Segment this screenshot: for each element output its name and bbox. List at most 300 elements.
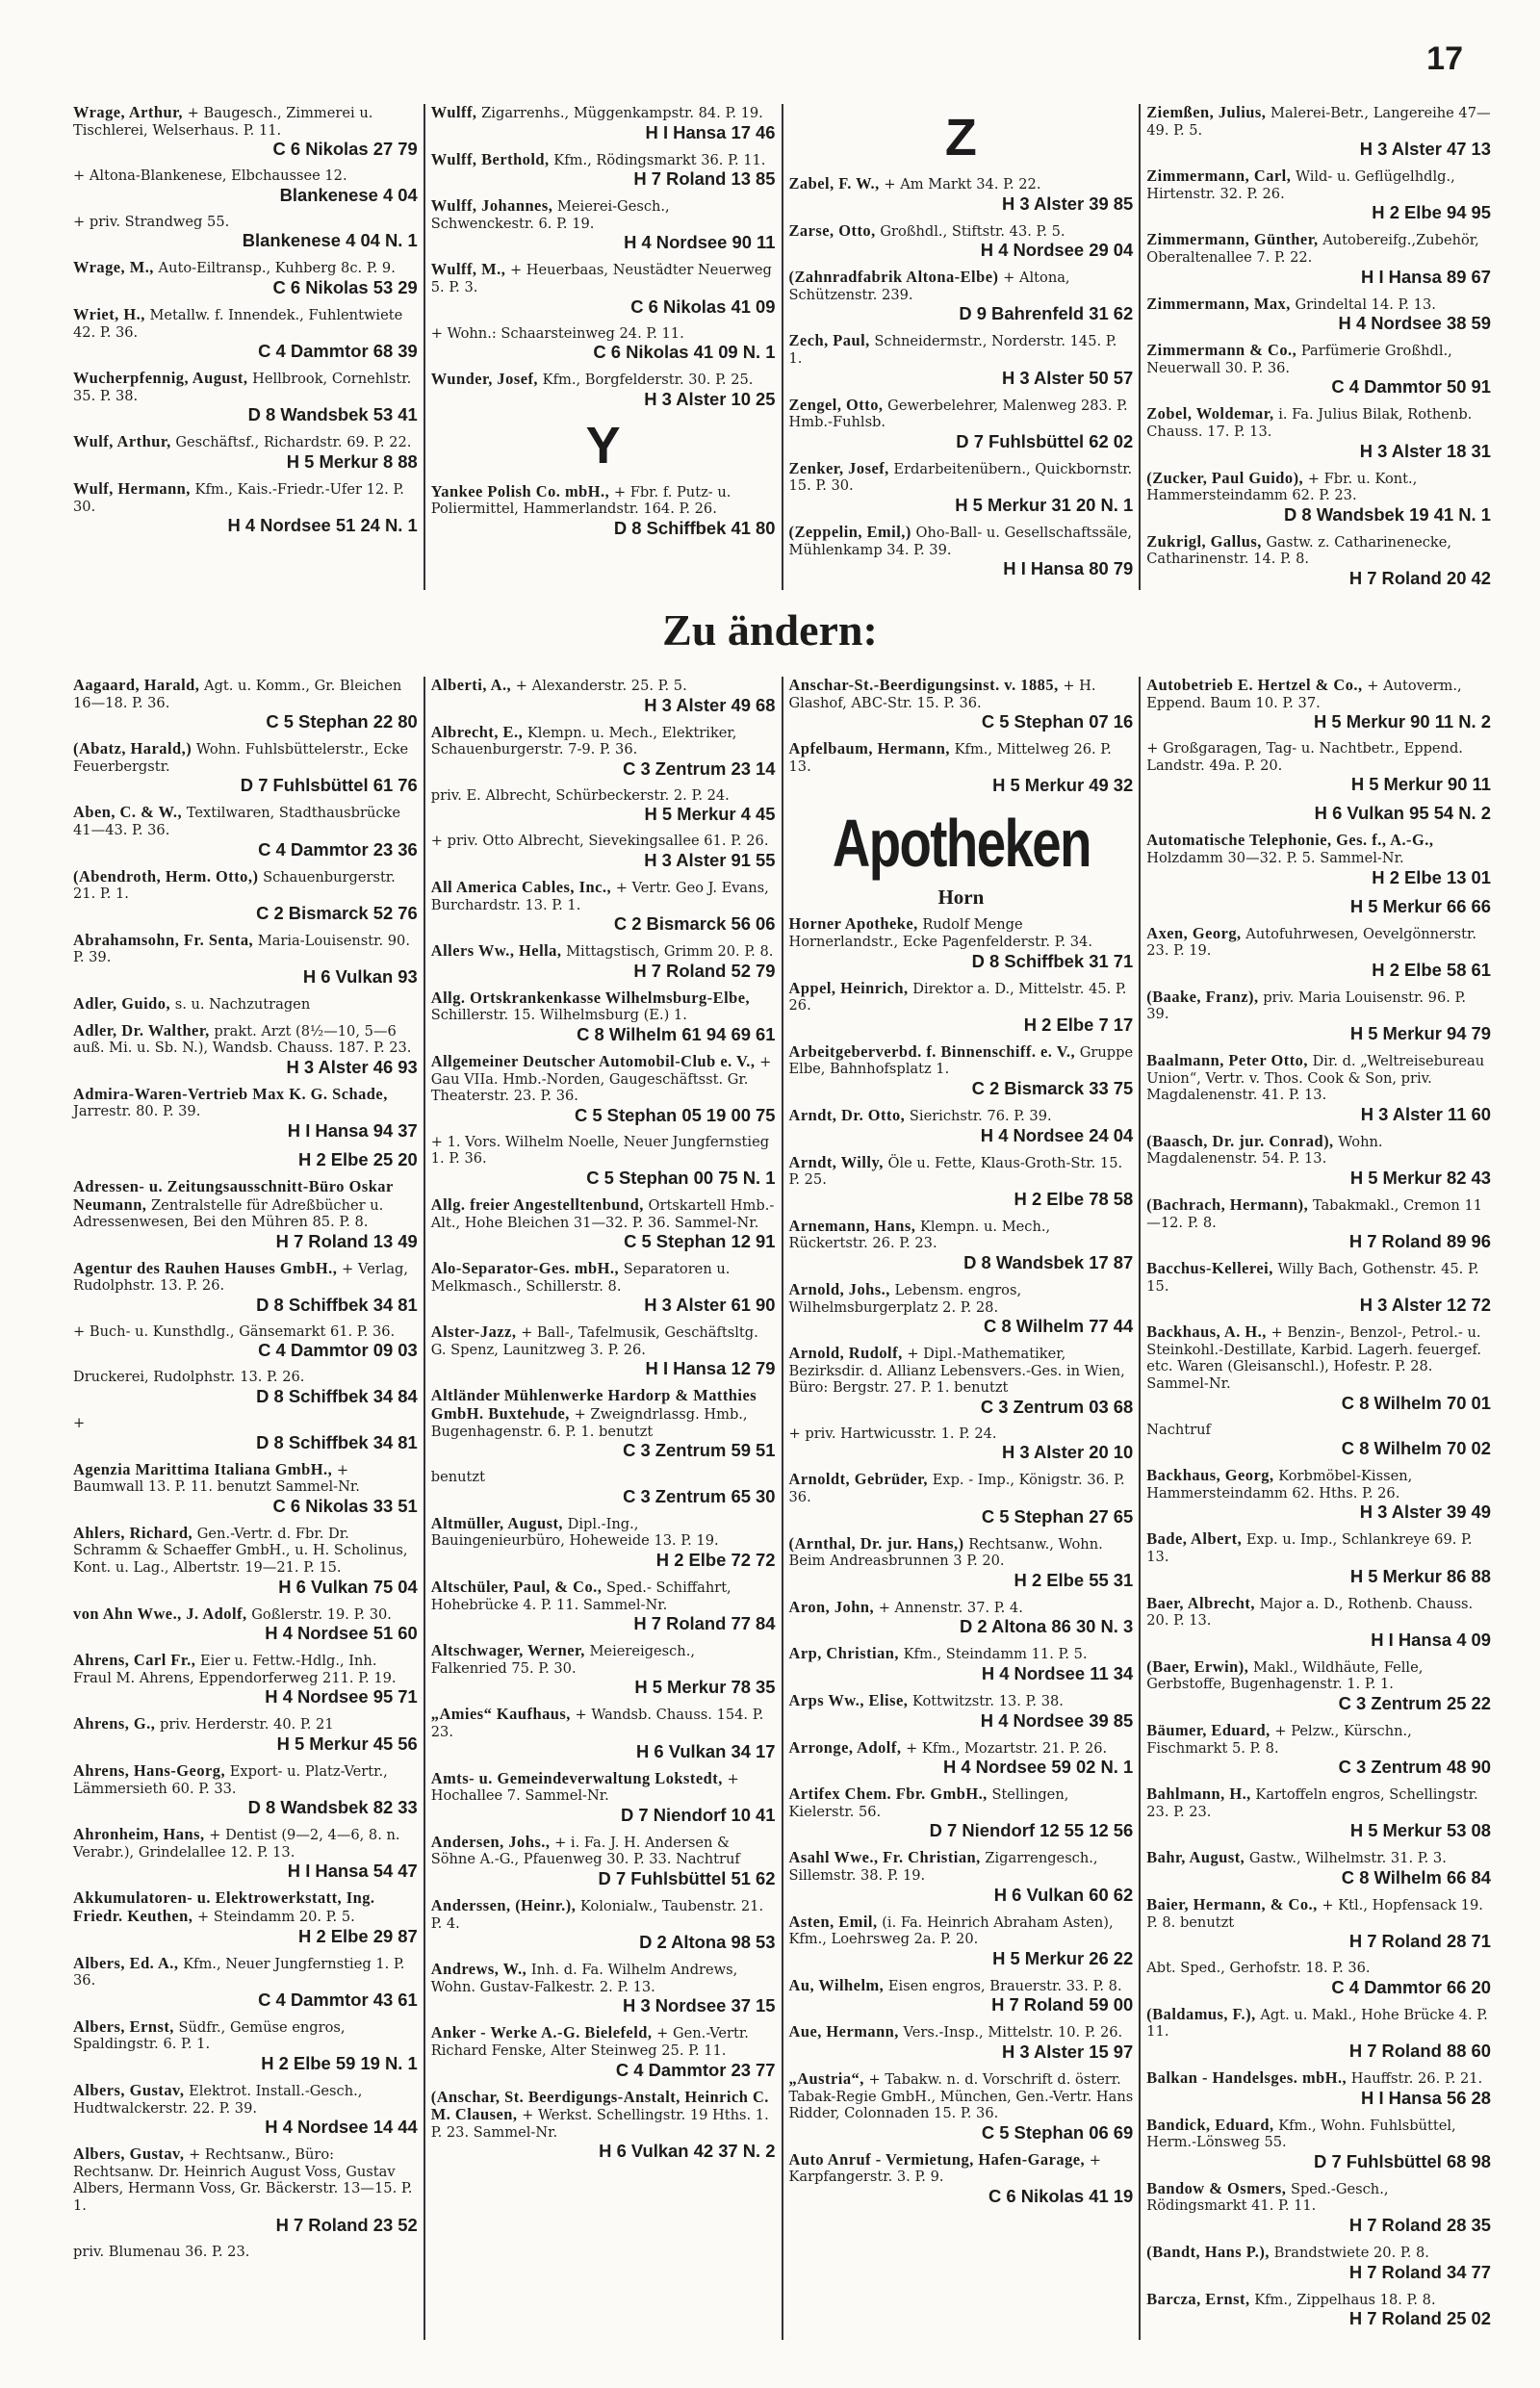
entry-phone: C 8 Wilhelm 70 01 <box>1341 1392 1491 1413</box>
directory-entry <box>789 1977 1134 2016</box>
entry-name: Zengel, Otto, <box>788 395 884 414</box>
directory-entry <box>1146 2291 1491 2329</box>
entry-name: Wulff, M., <box>430 260 506 279</box>
entry-details: + Altona-Blankenese, Elbchaussee 12. <box>73 167 347 185</box>
entry-details: + priv. Hartwicusstr. 1. P. 24. <box>788 1425 997 1442</box>
entry-name: Allg. Ortskrankenkasse Wilhelmsburg-Elbe, <box>430 988 751 1007</box>
entry-phone: H 5 Merkur 90 11 N. 2 <box>1313 711 1491 732</box>
entry-phone: H I Hansa 4 09 <box>1371 1629 1491 1650</box>
directory-entry <box>73 1178 418 1251</box>
entry-phone: D 2 Altona 98 53 <box>639 1932 776 1953</box>
directory-entry <box>1146 167 1491 222</box>
directory-entry <box>73 214 418 251</box>
entry-name: Arnoldt, Gebrüder, <box>788 1470 929 1489</box>
directory-entry <box>789 2023 1134 2062</box>
directory-entry <box>431 1196 776 1251</box>
directory-entry <box>431 1770 776 1825</box>
entry-phone: H 7 Roland 13 85 <box>633 168 776 190</box>
entry-details: Malerei-Betr., Langereihe 47—49. P. 5. <box>1146 105 1491 139</box>
directory-entry <box>73 932 418 987</box>
entry-name: Aagaard, Harald, <box>73 677 200 694</box>
entry-phone: C 5 Stephan 12 91 <box>624 1231 776 1252</box>
entry-details: Klempn. u. Mech., Rückertstr. 26. P. 23. <box>788 1218 1051 1252</box>
entry-details: + Rechtsanw., Büro: Rechtsanw. Dr. Heinrich August Voss, Gustav Albers, Hermann Voss, Gr. Bäckerstr. 13—15. P. 1. <box>73 2146 413 2214</box>
entry-phone: H 2 Elbe 55 31 <box>1014 1569 1134 1590</box>
entry-name: Baalmann, Peter Otto, <box>1146 1050 1308 1069</box>
entry-phone: H 4 Nordsee 90 11 <box>624 232 776 253</box>
entry-name: Bahr, August, <box>1146 1848 1245 1867</box>
directory-entry <box>73 259 418 297</box>
entry-phone: H 7 Roland 34 77 <box>1348 2261 1491 2282</box>
entry-details: Hauffstr. 26. P. 21. <box>1350 2069 1483 2087</box>
directory-entry <box>73 433 418 472</box>
directory-entry <box>789 1218 1134 1272</box>
entry-name: Zobel, Woldemar, <box>1146 404 1274 424</box>
entry-details: priv. Maria Louisenstr. 96. P. 39. <box>1146 989 1467 1023</box>
entry-details: + Steindamm 20. P. 5. <box>197 1908 355 1925</box>
entry-name: Albers, Ernst, <box>73 2016 174 2036</box>
entry-phone: H 3 Alster 20 10 <box>1001 1442 1134 1463</box>
entry-phone: D 7 Fuhlsbüttel 51 62 <box>598 1867 776 1888</box>
directory-entry <box>1146 832 1491 886</box>
entry-phone: C 5 Stephan 00 75 N. 1 <box>586 1167 776 1188</box>
entry-name: Wulff, Berthold, <box>430 149 550 168</box>
entry-name: (Bandt, Hans P.), <box>1146 2242 1270 2261</box>
entry-phone: D 2 Altona 86 30 N. 3 <box>960 1616 1134 1637</box>
entry-phone: H 2 Elbe 29 87 <box>298 1925 418 1946</box>
directory-entry <box>431 371 776 409</box>
directory-entry <box>73 167 418 205</box>
entry-details: + Hochallee 7. Sammel-Nr. <box>430 1770 739 1805</box>
directory-entry <box>1146 1658 1491 1713</box>
entry-phone: D 7 Fuhlsbüttel 62 02 <box>956 430 1134 451</box>
directory-entry <box>1146 1530 1491 1585</box>
apotheken-subtitle: Horn <box>937 886 985 910</box>
directory-entry <box>1146 533 1491 588</box>
entry-details: + Fbr. u. Kont., Hammersteindamm 62. P. 23. <box>1146 470 1418 504</box>
entry-details: Holzdamm 30—32. P. 5. Sammel-Nr. <box>1146 849 1404 866</box>
entry-details: prakt. Arzt (8½—10, 5—6 auß. Mi. u. Sb. N.), Wandsb. Chauss. 187. P. 23. <box>73 1022 412 1057</box>
entry-details: Abt. Sped., Gerhofstr. 18. P. 36. <box>1146 1960 1371 1977</box>
entry-details: benutzt <box>430 1469 485 1486</box>
entry-name: Wucherpfennig, August, <box>73 369 248 388</box>
entry-name: Wulf, Hermann, <box>73 478 191 498</box>
entry-details: Geschäftsf., Richardstr. 69. P. 22. <box>175 434 412 451</box>
entry-details: + Gau VIIa. Hmb.-Norden, Gaugeschäftsst. Gr. Theaterstr. 23. P. 36. <box>430 1053 772 1105</box>
entry-phone: H 5 Merkur 49 32 <box>992 775 1134 796</box>
entry-details: Kolonialw., Taubenstr. 21. P. 4. <box>430 1897 764 1932</box>
apotheken-title: Apotheken <box>832 806 1091 882</box>
column <box>425 677 783 2340</box>
entry-phone: D 8 Wandsbek 53 41 <box>247 404 418 425</box>
entry-name: Albers, Gustav, <box>73 2080 185 2099</box>
entry-name: (Bachrach, Hermann), <box>1146 1194 1309 1214</box>
entry-phone: H 7 Roland 25 02 <box>1348 2308 1491 2329</box>
column <box>783 677 1142 2340</box>
entry-details: Kartoffeln engros, Schellingstr. 23. P. 23. <box>1146 1786 1478 1820</box>
entry-details: Schneidermstr., Norderstr. 145. P. 1. <box>788 333 1117 367</box>
entry-phone: H I Hansa 80 79 <box>1003 558 1134 579</box>
directory-entry <box>73 740 418 795</box>
directory-entry <box>1146 104 1491 159</box>
entry-phone: H 7 Roland 59 00 <box>991 1994 1134 2016</box>
entry-name: Backhaus, A. H., <box>1146 1322 1267 1342</box>
entry-phone: H 4 Nordsee 51 60 <box>265 1623 418 1644</box>
entry-details: Makl., Wildhäute, Felle, Gerbstoffe, Bugenhagenstr. 1. P. 1. <box>1146 1658 1424 1693</box>
entry-phone: H 4 Nordsee 29 04 <box>980 240 1134 261</box>
entry-phone: C 2 Bismarck 52 76 <box>256 902 418 923</box>
directory-entry <box>431 151 776 190</box>
directory-entry <box>431 261 776 316</box>
entry-details: + Tabakw. n. d. Vorschrift d. österr. Tabak-Regie GmbH., München, Gen.-Vertr. Hans Ridder, Colonnaden 15. P. 36. <box>788 2070 1134 2122</box>
entry-name: Baer, Albrecht, <box>1146 1593 1255 1612</box>
entry-phone: C 5 Stephan 06 69 <box>981 2121 1134 2143</box>
entry-name: Au, Wilhelm, <box>788 1975 885 1994</box>
entry-phone: D 8 Schiffbek 34 81 <box>256 1431 418 1452</box>
entry-name: Allg. freier Angestelltenbund, <box>430 1194 644 1214</box>
entry-phone: H 5 Merkur 31 20 N. 1 <box>955 494 1134 515</box>
entry-phone: D 7 Fuhlsbüttel 61 76 <box>240 775 418 796</box>
entry-name: Arps Ww., Elise, <box>788 1691 909 1710</box>
entry-name: Appel, Heinrich, <box>788 978 909 997</box>
entry-details: Jarrestr. 80. P. 39. <box>73 1103 201 1120</box>
entry-details: s. u. Nachzutragen <box>174 995 311 1013</box>
entry-name: (Zucker, Paul Guido), <box>1146 468 1304 487</box>
directory-entry <box>431 1053 776 1125</box>
entry-name: Anderssen, (Heinr.), <box>430 1895 577 1914</box>
entry-details: Brandstwiete 20. P. 8. <box>1273 2244 1429 2261</box>
entry-name: Aron, John, <box>788 1597 875 1616</box>
entry-name: Adler, Guido, <box>73 993 171 1013</box>
entry-name: Zimmermann, Günther, <box>1146 230 1319 249</box>
directory-entry <box>431 1579 776 1633</box>
entry-phone: C 2 Bismarck 56 06 <box>613 913 776 935</box>
entry-name: Arndt, Willy, <box>788 1152 884 1171</box>
directory-entry <box>789 1154 1134 1209</box>
entry-name: Zabel, F. W., <box>788 174 880 193</box>
directory-entry <box>789 1281 1134 1336</box>
entry-phone: C 4 Dammtor 09 03 <box>258 1340 418 1361</box>
directory-entry <box>1146 342 1491 397</box>
entry-phone: H 4 Nordsee 24 04 <box>980 1124 1134 1145</box>
entry-phone: D 7 Fuhlsbüttel 68 98 <box>1314 2150 1491 2171</box>
entry-phone: D 8 Schiffbek 41 80 <box>613 517 776 538</box>
entry-details: Nachtruf <box>1146 1421 1211 1438</box>
entry-name: Wunder, Josef, <box>430 370 539 389</box>
directory-entry <box>789 1425 1134 1463</box>
directory-entry <box>1146 1196 1491 1251</box>
entry-details: + Vertr. Geo J. Evans, Burchardstr. 13. P. 1. <box>430 879 769 913</box>
directory-entry <box>789 1107 1134 1145</box>
directory-entry <box>789 269 1134 323</box>
entry-details: + priv. Strandweg 55. <box>73 213 230 230</box>
entry-phone: H I Hansa 89 67 <box>1361 266 1491 287</box>
directory-entry <box>789 460 1134 515</box>
entry-name: Horner Apotheke, <box>788 914 918 934</box>
directory-entry <box>431 989 776 1044</box>
entry-details: Zigarrengesch., Sillemstr. 38. P. 19. <box>788 1850 1098 1884</box>
entry-details: Stellingen, Kielerstr. 56. <box>788 1786 1069 1820</box>
entry-name: Ahlers, Richard, <box>73 1523 193 1542</box>
entry-name: Altmüller, August, <box>430 1513 564 1532</box>
entry-phone: C 5 Stephan 27 65 <box>981 1505 1134 1527</box>
directory-entry <box>73 1652 418 1707</box>
entry-details: Dipl.-Ing., Bauingenieurbüro, Hoheweide 13. P. 19. <box>430 1515 719 1550</box>
directory-entry <box>1146 470 1491 525</box>
directory-entry <box>1146 2117 1491 2171</box>
entry-name: Artifex Chem. Fbr. GmbH., <box>788 1785 988 1804</box>
directory-entry <box>73 1086 418 1141</box>
entry-name: Andersen, Johs., <box>430 1832 551 1851</box>
directory-entry <box>789 1913 1134 1968</box>
entry-details: Textilwaren, Stadthausbrücke 41—43. P. 36. <box>73 805 401 838</box>
entry-details: Meiereigesch., Falkenried 75. P. 30. <box>430 1643 695 1677</box>
directory-entry <box>1146 1785 1491 1840</box>
directory-entry <box>1146 740 1491 794</box>
entry-details: priv. Herderstr. 40. P. 21 <box>159 1716 334 1733</box>
entry-phone: H 5 Merkur 8 88 <box>286 450 418 472</box>
directory-entry <box>1146 989 1491 1043</box>
entry-phone: H 3 Alster 50 57 <box>1001 367 1134 388</box>
directory-entry <box>431 1260 776 1315</box>
entry-phone: C 6 Nikolas 27 79 <box>272 139 418 160</box>
directory-entry <box>431 1897 776 1952</box>
entry-phone: H I Hansa 54 47 <box>287 1861 418 1882</box>
entry-name: Albers, Gustav, <box>73 2144 185 2164</box>
entry-phone: H 2 Elbe 78 58 <box>1014 1188 1134 1209</box>
entry-name: Alberti, A., <box>430 677 512 694</box>
entry-phone: H 6 Vulkan 75 04 <box>278 1576 418 1597</box>
entry-phone: H 4 Nordsee 59 02 N. 1 <box>942 1757 1134 1778</box>
entry-name: Ziemßen, Julius, <box>1146 104 1267 121</box>
entry-phone: H 5 Merkur 66 66 <box>1349 895 1491 916</box>
entry-details: Maria-Louisenstr. 90. P. 39. <box>73 932 410 966</box>
entry-details: Gruppe Elbe, Bahnhofsplatz 1. <box>788 1043 1134 1078</box>
entry-phone: H I Hansa 56 28 <box>1361 2087 1491 2108</box>
directory-entry <box>73 1461 418 1516</box>
entry-phone: H 5 Merkur 86 88 <box>1349 1565 1491 1586</box>
entry-name: Wulf, Arthur, <box>73 432 171 451</box>
entry-name: Abrahamsohn, Fr. Senta, <box>73 930 254 949</box>
entry-details: Schauenburgerstr. 21. P. 1. <box>73 868 396 903</box>
entry-name: (Zeppelin, Emil,) <box>788 522 911 541</box>
section-letter: Y <box>585 416 621 475</box>
entry-name: Wriet, H., <box>73 304 145 323</box>
entry-details: Oho-Ball- u. Gesellschaftssäle, Mühlenkamp 34. P. 39. <box>788 524 1132 558</box>
directory-entry <box>789 1471 1134 1526</box>
entry-phone: C 5 Stephan 22 80 <box>266 711 418 732</box>
entry-phone: C 5 Stephan 07 16 <box>981 711 1134 732</box>
entry-name: Arp, Christian, <box>788 1644 900 1663</box>
directory-entry <box>431 1323 776 1378</box>
entry-name: Altschüler, Paul, & Co., <box>430 1578 603 1597</box>
entry-details: Separatoren u. Melkmasch., Schillerstr. 8. <box>430 1261 731 1295</box>
entry-phone: H 3 Alster 15 97 <box>1001 2041 1134 2062</box>
directory-entry <box>1146 1422 1491 1459</box>
entry-details: + Werkst. Schellingstr. 19 Hths. 1. P. 23. Sammel-Nr. <box>430 2107 769 2141</box>
entry-phone: H 7 Roland 28 35 <box>1348 2214 1491 2235</box>
column <box>783 104 1142 590</box>
directory-entry <box>431 942 776 981</box>
entry-name: (Arnthal, Dr. jur. Hans,) <box>788 1533 964 1553</box>
entry-details: Kfm., Wohn. Fuhlsbüttel, Herm.-Lönsweg 55. <box>1146 2117 1456 2151</box>
entry-phone: H 2 Elbe 13 01 <box>1372 866 1491 887</box>
directory-entry <box>73 1260 418 1315</box>
entry-phone: H 3 Alster 12 72 <box>1359 1295 1491 1316</box>
entry-phone: H 3 Alster 39 85 <box>1001 193 1134 214</box>
entry-name: Auto Anruf - Vermietung, Hafen-Garage, <box>788 2149 1086 2169</box>
entry-details: priv. Blumenau 36. P. 23. <box>73 2243 250 2260</box>
directory-entry <box>73 1889 418 1945</box>
directory-entry <box>1146 1896 1491 1951</box>
entry-phone: H 7 Roland 13 49 <box>275 1230 418 1251</box>
entry-phone: H 3 Alster 47 13 <box>1359 139 1491 160</box>
entry-name: Arronge, Adolf, <box>788 1737 902 1757</box>
entry-name: Admira-Waren-Vertrieb Max K. G. Schade, <box>73 1084 388 1103</box>
directory-entry <box>73 804 418 859</box>
directory-entry <box>1146 1467 1491 1522</box>
entry-phone: C 8 Wilhelm 66 84 <box>1341 1866 1491 1887</box>
entry-details: Öle u. Fette, Klaus-Groth-Str. 15. P. 25. <box>788 1154 1123 1189</box>
directory-entry <box>1146 1849 1491 1887</box>
directory-entry <box>431 197 776 252</box>
entry-details: Großhdl., Stiftstr. 43. P. 5. <box>880 222 1065 240</box>
entry-details: Kottwitzstr. 13. P. 38. <box>911 1693 1064 1710</box>
directory-entry <box>1146 677 1491 732</box>
entry-details: + Dipl.-Mathematiker, Bezirksdir. d. Allianz Lebensvers.-Ges. in Wien, Büro: Bergstr. 27. P. 1. benutzt <box>788 1346 1125 1397</box>
directory-entry <box>431 1387 776 1460</box>
entry-name: Allgemeiner Deutscher Automobil-Club e. V., <box>430 1051 756 1070</box>
entry-phone: Blankenese 4 04 <box>279 184 418 205</box>
column <box>1141 104 1497 590</box>
entry-phone: D 8 Wandsbek 19 41 N. 1 <box>1284 503 1491 525</box>
entry-details: Wohn. Fuhlsbüttelerstr., Ecke Feuerbergstr. <box>73 741 409 775</box>
entry-name: (Baake, Franz), <box>1146 987 1259 1006</box>
entry-phone: C 3 Zentrum 65 30 <box>623 1485 776 1506</box>
entry-name: Backhaus, Georg, <box>1146 1466 1274 1485</box>
entry-phone: H 3 Alster 11 60 <box>1360 1103 1491 1124</box>
entry-phone: H 5 Merkur 4 45 <box>644 804 776 825</box>
entry-details: + Verlag, Rudolphstr. 13. P. 26. <box>73 1260 409 1295</box>
entry-details: (i. Fa. Heinrich Abraham Asten), Kfm., Loehrsweg 2a. P. 20. <box>788 1913 1114 1948</box>
entry-details: + H. Glashof, ABC-Str. 15. P. 36. <box>788 678 1096 711</box>
directory-entry <box>431 2089 776 2162</box>
entry-phone: H 6 Vulkan 95 54 N. 2 <box>1314 803 1491 824</box>
entry-name: Zarse, Otto, <box>788 220 876 240</box>
entry-name: Agenzia Marittima Italiana GmbH., <box>73 1459 333 1478</box>
entry-name: von Ahn Wwe., J. Adolf, <box>73 1604 247 1623</box>
entry-phone: D 8 Schiffbek 34 81 <box>256 1294 418 1315</box>
entry-phone: H 6 Vulkan 93 <box>302 965 418 987</box>
directory-entry <box>431 483 776 538</box>
entry-details: Auto-Eiltransp., Kuhberg 8c. P. 9. <box>158 260 396 277</box>
entry-details: Südfr., Gemüse engros, Spaldingstr. 6. P. 1. <box>73 2018 346 2053</box>
entry-phone: C 3 Zentrum 48 90 <box>1338 1757 1491 1778</box>
entry-name: Balkan - Handelsges. mbH., <box>1146 2067 1348 2087</box>
entry-details: Gen.-Vertr. d. Fbr. Dr. Schramm & Schaeffer GmbH., u. H. Scholinus, Kont. u. Lag., Albertstr. 19—21. P. 15. <box>73 1525 408 1577</box>
entry-details: Schillerstr. 15. Wilhelmsburg (E.) 1. <box>430 1007 687 1024</box>
directory-entry <box>431 1642 776 1697</box>
directory-entry <box>73 2018 418 2073</box>
directory-entry <box>431 1134 776 1188</box>
directory-entry <box>789 677 1134 732</box>
entry-phone: C 4 Dammtor 23 36 <box>258 838 418 860</box>
entry-details: Wohn. Magdalenenstr. 54. P. 13. <box>1146 1133 1383 1168</box>
entry-details: Dir. d. „Weltreisebureau Union“, Vertr. v. Thos. Cook & Son, priv. Magdalenenstr. 41. P. 13. <box>1146 1052 1485 1104</box>
directory-entry <box>431 1961 776 2016</box>
entry-phone: H I Hansa 12 79 <box>645 1358 776 1379</box>
entry-phone: H 2 Elbe 25 20 <box>298 1148 418 1169</box>
entry-name: Alster-Jazz, <box>430 1322 517 1342</box>
entry-details: Rechtsanw., Wohn. Beim Andreasbrunnen 3 P. 20. <box>788 1535 1103 1570</box>
entry-phone: C 8 Wilhelm 77 44 <box>984 1316 1134 1337</box>
entry-name: Bahlmann, H., <box>1146 1785 1251 1804</box>
entry-details: Agt. u. Komm., Gr. Bleichen 16—18. P. 36. <box>73 678 402 711</box>
column <box>425 104 783 590</box>
entry-name: Ahrens, Hans-Georg, <box>73 1761 226 1780</box>
directory-entry <box>1146 896 1491 916</box>
entry-name: Altschwager, Werner, <box>430 1641 585 1660</box>
entry-phone: C 6 Nikolas 41 09 N. 1 <box>593 342 776 363</box>
directory-entry <box>73 1149 418 1169</box>
directory-entry <box>789 1535 1134 1590</box>
entry-details: Major a. D., Rothenb. Chauss. 20. P. 13. <box>1146 1595 1474 1630</box>
entry-name: (Anschar, St. Beerdigungs-Anstalt, Heinrich C. M. Clausen, <box>430 2087 769 2124</box>
directory-entry <box>73 1715 418 1754</box>
entry-details: Erdarbeitenübern., Quickbornstr. 15. P. 30. <box>788 460 1133 495</box>
entry-details: Direktor a. D., Mittelstr. 45. P. 26. <box>788 980 1127 1014</box>
entry-details: Kfm., Borgfelderstr. 30. P. 25. <box>542 372 754 389</box>
entry-details: Ortskartell Hmb.-Alt., Hohe Bleichen 31—32. P. 36. Sammel-Nr. <box>430 1196 775 1231</box>
directory-entry <box>1146 1960 1491 1997</box>
entry-details: + 1. Vors. Wilhelm Noelle, Neuer Jungfernstieg 1. P. 36. <box>430 1133 770 1168</box>
directory-entry <box>1146 295 1491 334</box>
entry-phone: H 5 Merkur 45 56 <box>276 1733 418 1754</box>
directory-entry <box>789 2070 1134 2143</box>
entry-details: Tabakmakl., Cremon 11—12. P. 8. <box>1146 1196 1483 1231</box>
directory-entry <box>1146 1323 1491 1412</box>
directory-entry <box>73 2145 418 2234</box>
column <box>67 104 425 590</box>
entry-phone: H 4 Nordsee 39 85 <box>980 1709 1134 1731</box>
column <box>67 677 425 2340</box>
directory-entry <box>73 995 418 1014</box>
entry-details: Kfm., Rödingsmarkt 36. P. 11. <box>553 151 766 168</box>
directory-entry <box>73 2244 418 2261</box>
entry-name: Axen, Georg, <box>1146 923 1242 942</box>
entry-details: Sped.-Gesch., Rödingsmarkt 41. P. 11. <box>1146 2180 1389 2215</box>
directory-entry <box>1146 1595 1491 1650</box>
entry-phone: H 3 Alster 18 31 <box>1359 440 1491 461</box>
entry-details: Exp. - Imp., Königstr. 36. P. 36. <box>788 1472 1125 1506</box>
directory-entry <box>789 1043 1134 1098</box>
entry-details: + Fbr. f. Putz- u. Poliermittel, Hammerlandstr. 164. P. 26. <box>430 483 732 518</box>
entry-phone: H I Hansa 17 46 <box>645 121 776 142</box>
entry-name: (Baer, Erwin), <box>1146 1656 1249 1676</box>
entry-phone: C 8 Wilhelm 70 02 <box>1341 1438 1491 1459</box>
entry-details: + Wandsb. Chauss. 154. P. 23. <box>430 1707 764 1740</box>
directory-entry <box>789 1692 1134 1731</box>
entry-phone: H 2 Elbe 59 19 N. 1 <box>261 2052 418 2073</box>
entry-phone: H 5 Merkur 78 35 <box>634 1677 776 1698</box>
directory-entry <box>789 332 1134 387</box>
directory-entry <box>73 1605 418 1644</box>
entry-details: Gewerbelehrer, Malenweg 283. P. Hmb.-Fuhlsb. <box>788 397 1128 431</box>
entry-phone: H 4 Nordsee 95 71 <box>265 1686 418 1708</box>
entry-details: Klempn. u. Mech., Elektriker, Schauenburgerstr. 7-9. P. 36. <box>430 724 737 758</box>
entry-phone: C 6 Nikolas 33 51 <box>272 1495 418 1516</box>
entry-phone: H 4 Nordsee 14 44 <box>265 2117 418 2138</box>
